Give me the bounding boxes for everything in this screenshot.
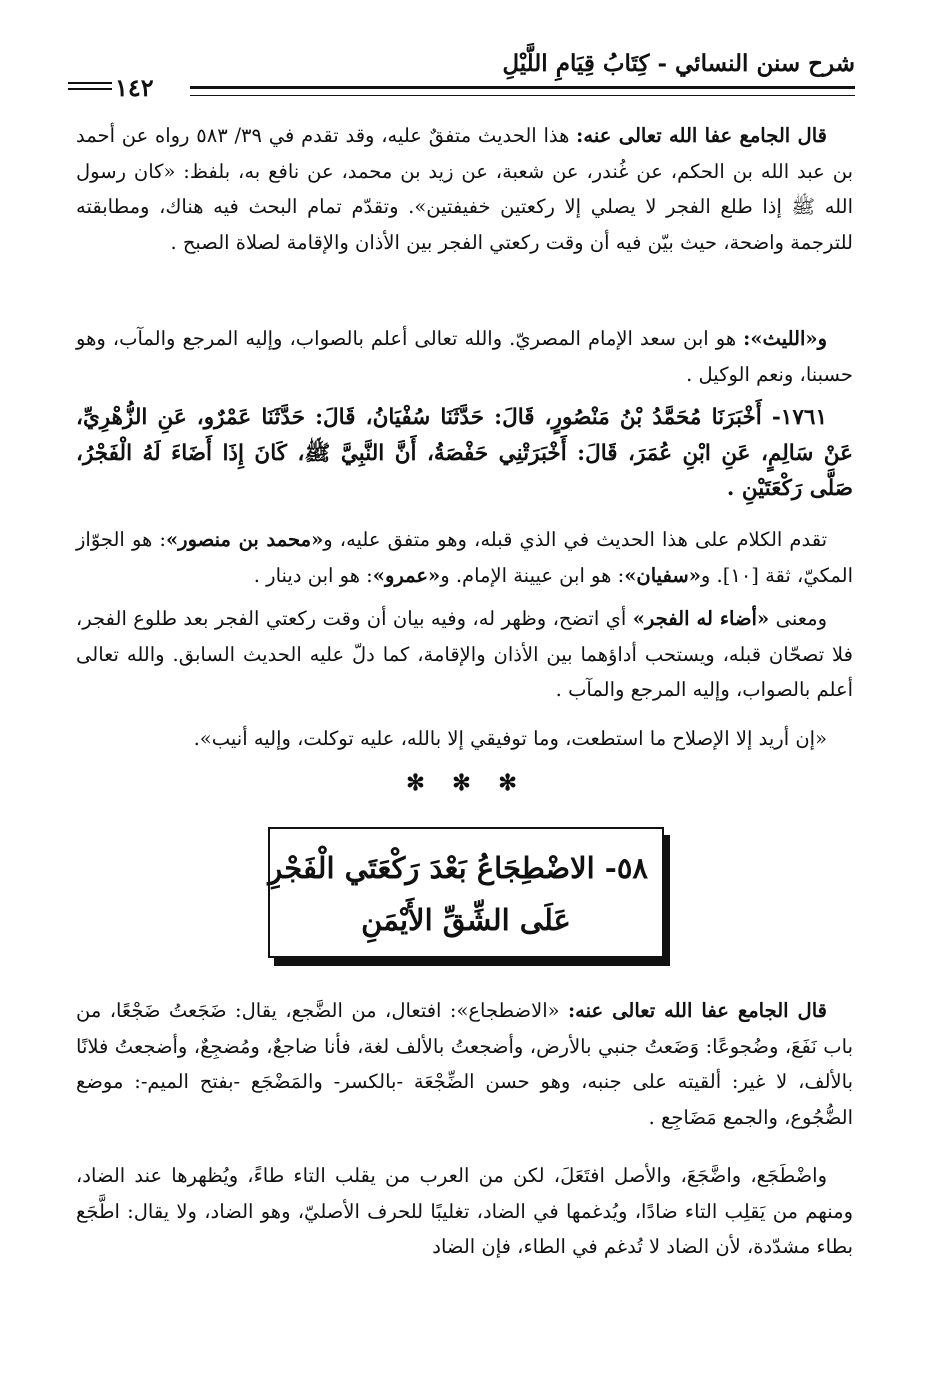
commentary-paragraph-2 bbox=[76, 321, 853, 392]
commentary-paragraph-1 bbox=[76, 118, 853, 260]
section-separator: ✻ ✻ ✻ bbox=[406, 770, 527, 796]
closing-quote: «إن أريد إلا الإصلاح ما استطعت، وما توفيقي إلا بالله، عليه توكلت، وإليه أنيب». bbox=[193, 727, 827, 750]
running-title: شرح سنن النسائي - كِتَابُ قِيَامِ اللَّيْلِ bbox=[502, 50, 855, 77]
chapter-heading-box bbox=[268, 827, 664, 958]
narrator-name: «سفيان» bbox=[624, 563, 701, 587]
narrator-name: «محمد بن منصور» bbox=[165, 528, 324, 551]
chapter-title-line-1: ٥٨- الاضْطِجَاعُ بَعْدَ رَكْعَتَي الْفَجْرِ bbox=[268, 851, 648, 885]
hadith-text: ١٧٦١- أَخْبَرَنَا مُحَمَّدُ بْنُ مَنْصُورٍ، قَالَ: حَدَّثَنَا سُفْيَانُ، قَالَ: حَدَّثَنَا عَمْرٌو، عَنِ الزُّهْرِيِّ، عَنْ سَالِمٍ، عَنِ ابْنِ عُمَرَ، قَالَ: أَخْبَرَتْنِي حَفْصَةُ، أَنَّ النَّبِيَّ ﷺ، كَانَ إِذَا أَضَاءَ لَهُ الْفَجْرُ، صَلَّى رَكْعَتَيْنِ . bbox=[76, 405, 853, 501]
commentary-paragraph-3 bbox=[76, 522, 853, 593]
commentary-paragraph-5 bbox=[76, 993, 853, 1135]
page-number-rule-bottom bbox=[68, 88, 112, 90]
text-segment: : هو ابن دينار . bbox=[253, 563, 373, 587]
commentary-lead: قال الجامع عفا الله تعالى عنه: bbox=[576, 124, 827, 147]
narrator-name: و«الليث»: bbox=[743, 327, 827, 350]
key-phrase: «أضاء له الفجر» bbox=[632, 607, 770, 630]
text-segment: تقدم الكلام على هذا الحديث في الذي قبله، وهو متفق عليه، و bbox=[323, 528, 828, 551]
commentary-text: هذا الحديث متفقٌ عليه، وقد تقدم في ٣٩/ ٥٨٣ رواه عن أحمد بن عبد الله بن الحكم، عن غُندر، عن شعبة، عن زيد بن محمد، عن نافع به، بلفظ: «كان رسول الله ﷺ إذا طلع الفجر لا يصلي إلا ركعتين خفيفتين». وتقدّم تمام البحث فيه هناك، ومطابقته للترجمة واضحة، حيث بيّن فيه أن وقت ركعتي الفجر بين الأذان والإقامة لصلاة الصبح . bbox=[76, 124, 853, 254]
commentary-paragraph-4 bbox=[76, 601, 853, 708]
text-segment: أي اتضح، وظهر له، وفيه بيان أن وقت ركعتي الفجر بعد طلوع الفجر، فلا تصحّان قبله، ويستحب أداؤهما بين الأذان والإقامة، كما دلّ عليه الحديث السابق. والله تعالى أعلم بالصواب، وإليه المرجع والمآب . bbox=[76, 607, 853, 701]
commentary-lead: قال الجامع عفا الله تعالى عنه: bbox=[567, 999, 827, 1022]
text-segment: ومعنى bbox=[769, 607, 827, 630]
text-segment: : هو الجوّاز المكيّ، ثقة [١٠]. و bbox=[76, 528, 853, 587]
page-number-rule-top bbox=[68, 82, 112, 84]
text-segment: : هو ابن عيينة الإمام. و bbox=[440, 563, 625, 587]
header-rule bbox=[190, 86, 855, 96]
commentary-paragraph-6: واضْطَجَع، واضَّجَعَ، والأصل افتَعَلَ، لكن من العرب من يقلب التاء طاءً، ويُظهرها عند الضاد، ومنهم من يَقلِب التاء ضادًا، ويُدغمها في الضاد، تغليبًا للحرف الأصليّ، وهو الضاد، ولا يقال: اطَّجَع بطاء مشدّدة، لأن الضاد لا تُدغم في الطاء، فإن الضاد bbox=[76, 1164, 853, 1258]
commentary-text: «الاضطجاع»: افتعال، من الضَّجع، يقال: ضَجَعتُ ضَجْعًا، من باب نَفَعَ، وضُجوعًا: وَضَعتُ جنبي بالأرض، وأضجعتُ بالألف لغة، فأنا ضاجعٌ، ومُضجِعٌ، وأضجعتُ فلانًا بالألف، لا غير: ألقيته على جنبه، وهو حسن الضِّجْعَة -بالكسر- والمَضْجَع -بفتح الميم-: موضع الضُّجُوع، والجمع مَضَاجِع . bbox=[76, 999, 853, 1129]
narrator-note: هو ابن سعد الإمام المصريّ. والله تعالى أعلم بالصواب، وإليه المرجع والمآب، وهو حسبنا، ونعم الوكيل . bbox=[76, 327, 853, 386]
narrator-name: «عمرو» bbox=[372, 563, 441, 587]
page-header bbox=[70, 50, 855, 104]
page-number: ١٤٢ bbox=[115, 73, 154, 102]
chapter-title-line-2: عَلَى الشِّقِّ الأَيْمَنِ bbox=[361, 903, 571, 937]
